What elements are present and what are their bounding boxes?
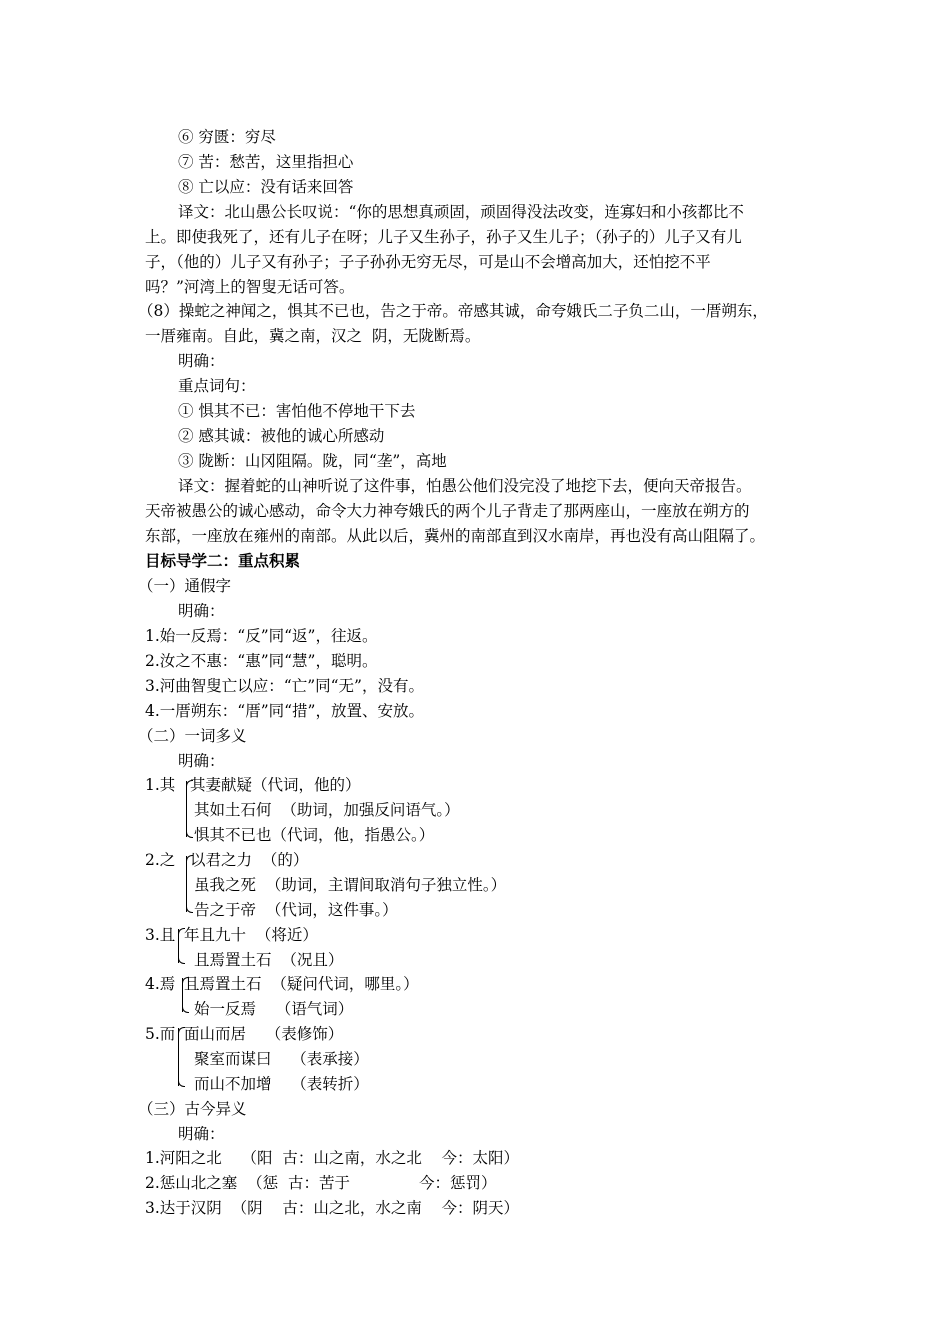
term-label: 5.而 (145, 1025, 176, 1043)
text-line: ③ 陇断：山冈阻隔。陇，同“垄”，高地 (178, 452, 447, 470)
text-line: 译文：握着蛇的山神听说了这件事，怕愚公他们没完没了地挖下去，便向天帝报告。 (178, 477, 752, 495)
text-line: 且焉置土石 （疑问代词，哪里。） (184, 975, 419, 993)
text-line: 天帝被愚公的诚心感动，命令大力神夸娥氏的两个儿子背走了那两座山，一座放在朔方的 (145, 502, 750, 520)
text-line: 聚室而谋曰 （表承接） (194, 1050, 369, 1068)
text-line: ⑦ 苦：愁苦，这里指担心 (178, 153, 354, 171)
text-line: （二）一词多义 (138, 727, 247, 745)
text-line: （三）古今异义 (138, 1100, 247, 1118)
text-line: 东部，一座放在雍州的南部。从此以后，冀州的南部直到汉水南岸，再也没有高山阻隔了。 (145, 527, 766, 545)
text-line: 一厝雍南。自此，冀之南，汉之 阴，无陇断焉。 (145, 327, 481, 345)
text-line: 明确： (178, 602, 225, 620)
text-line: 明确： (178, 1125, 225, 1143)
text-line: 惧其不已也（代词，他，指愚公。） (194, 826, 435, 844)
text-line: 始一反焉 （语气词） (194, 1000, 354, 1018)
term-label: 2.之 (145, 851, 176, 869)
text-line: （8）操蛇之神闻之，惧其不已也，告之于帝。帝感其诚，命夸娥氏二子负二山，一厝朔东， (138, 302, 768, 320)
section-heading: 目标导学二：重点积累 (145, 552, 301, 570)
text-line: ① 惧其不已：害怕他不停地干下去 (178, 402, 416, 420)
text-line: 面山而居 （表修饰） (184, 1025, 344, 1043)
text-line: 虽我之死 （助词，主谓间取消句子独立性。） (194, 876, 507, 894)
text-line: 明确： (178, 352, 225, 370)
text-line: 3.河曲智叟亡以应：“亡”同“无”，没有。 (145, 677, 424, 695)
text-line: 其如土石何 （助词，加强反问语气。） (194, 801, 460, 819)
text-line: 而山不加增 （表转折） (194, 1075, 369, 1093)
text-line: 3.达于汉阴 （阴 古：山之北，水之南 今：阴天） (145, 1199, 520, 1217)
text-line: 重点词句： (178, 377, 256, 395)
term-label: 3.且 (145, 926, 176, 944)
text-line: 4.一厝朔东：“厝”同“措”，放置、安放。 (145, 702, 424, 720)
text-line: 明确： (178, 752, 225, 770)
text-line: 告之于帝 （代词，这件事。） (194, 901, 398, 919)
text-line: 上。即使我死了，还有儿子在呀；儿子又生孙子，孙子又生儿子；（孙子的）儿子又有儿 (145, 228, 742, 246)
text-line: 子，（他的）儿子又有孙子；子子孙孙无穷无尽，可是山不会增高加大，还怕挖不平 (145, 253, 711, 271)
text-line: 其妻献疑（代词，他的） (190, 776, 361, 794)
text-line: 1.始一反焉：“反”同“返”，往返。 (145, 627, 378, 645)
text-line: 年且九十 （将近） (184, 926, 318, 944)
text-line: 且焉置土石 （况且） (194, 951, 344, 969)
text-line: （一）通假字 (138, 577, 232, 595)
text-line: ② 感其诚：被他的诚心所感动 (178, 427, 385, 445)
text-line: 吗？”河湾上的智叟无话可答。 (145, 278, 355, 296)
text-line: 以君之力 （的） (190, 851, 309, 869)
text-line: 译文：北山愚公长叹说：“你的思想真顽固，顽固得没法改变，连寡妇和小孩都比不 (178, 203, 744, 221)
text-line: 2.惩山北之塞 （惩 古：苦于 今：惩罚） (145, 1174, 497, 1192)
text-line: 1.河阳之北 （阳 古：山之南，水之北 今：太阳） (145, 1149, 520, 1167)
term-label: 1.其 (145, 776, 176, 794)
text-line: 2.汝之不惠：“惠”同“慧”，聪明。 (145, 652, 378, 670)
text-line: ⑥ 穷匮：穷尽 (178, 128, 276, 146)
text-line: ⑧ 亡以应：没有话来回答 (178, 178, 354, 196)
term-label: 4.焉 (145, 975, 176, 993)
